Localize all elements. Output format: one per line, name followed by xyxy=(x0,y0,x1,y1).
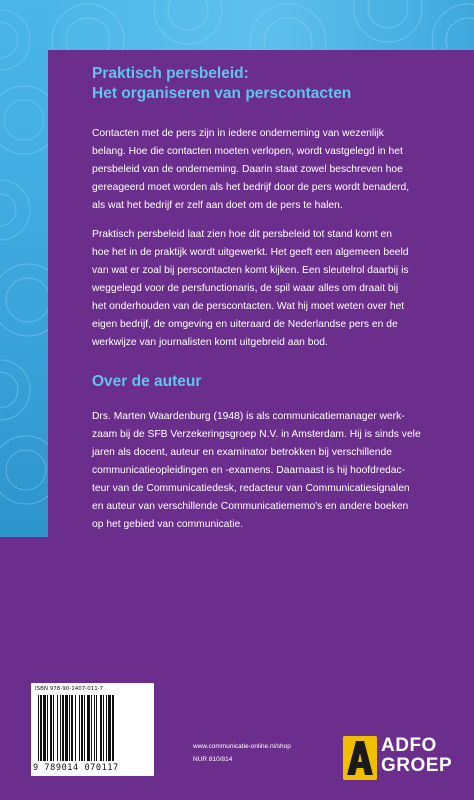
author-bio-line: op het gebied van communicatie. xyxy=(92,519,244,530)
title-line-2: Het organiseren van perscontacten xyxy=(92,85,352,102)
intro-paragraph xyxy=(92,125,442,215)
barcode-number: 9 789014 070117 xyxy=(33,763,119,773)
description-line: het onderhouden van de perscontacten. Wat hij moet weten over het xyxy=(92,301,405,312)
author-bio-paragraph xyxy=(92,408,442,534)
decorative-side-band xyxy=(0,0,48,537)
isbn-label: ISBN 978-90-1407-011-7 xyxy=(35,686,104,692)
description-line: weggelegd voor de persfunctionaris, de spil waar alles om draait bij xyxy=(92,283,399,294)
author-heading: Over de auteur xyxy=(92,373,202,390)
description-line: eigen bedrijf, de omgeving en uiteraard de Nederlandse pers en de xyxy=(92,319,398,330)
author-bio-line: zaam bij de SFB Verzekeringsgroep N.V. in Amsterdam. Hij is sinds vele xyxy=(92,429,421,440)
description-line: werkwijze van journalisten komt uitgebreid aan bod. xyxy=(92,337,328,348)
author-bio-line: teur van de Communicatiedesk, redacteur van Communicatiesignalen xyxy=(92,483,410,494)
isbn-barcode xyxy=(31,683,154,776)
intro-line: belang. Hoe die contacten moeten verlopen, wordt vastgelegd in het xyxy=(92,146,403,157)
intro-line: gereageerd moet worden als het bedrijf door de pers wordt benaderd, xyxy=(92,182,410,193)
description-paragraph xyxy=(92,226,442,352)
book-title xyxy=(92,64,351,104)
logo-line-2: GROEP xyxy=(381,755,453,776)
logo-wordmark xyxy=(381,736,452,776)
nur-code: NUR 810/814 xyxy=(193,756,233,763)
intro-line: als wat het bedrijf er zelf aan doet om de pers te halen. xyxy=(92,200,343,211)
description-line: Praktisch persbeleid laat zien hoe dit persbeleid tot stand komt en xyxy=(92,229,392,240)
decorative-top-band xyxy=(48,0,474,50)
author-bio-line: jaren als docent, auteur en examinator betrokken bij verschillende xyxy=(92,447,392,458)
barcode-bars-icon xyxy=(37,695,148,761)
title-line-1: Praktisch persbeleid: xyxy=(92,65,249,82)
logo-line-1: ADFO xyxy=(381,735,437,756)
publisher-info xyxy=(193,740,291,766)
author-bio-line: Drs. Marten Waardenburg (1948) is als communicatiemanager werk- xyxy=(92,411,405,422)
author-bio-line: en auteur van verschillende Communicatiememo's en andere boeken xyxy=(92,501,409,512)
intro-line: Contacten met de pers zijn in iedere onderneming van wezenlijk xyxy=(92,128,384,139)
intro-line: persbeleid van de onderneming. Daarin staat zowel beschreven hoe xyxy=(92,164,403,175)
description-line: hoe het in de praktijk wordt uitgewerkt. Het geeft een algemeen beeld xyxy=(92,247,409,258)
publisher-logo xyxy=(343,736,453,780)
shop-url: www.communicatie-online.nl/shop xyxy=(193,743,291,750)
author-bio-line: communicatieopleidingen en -examens. Daarnaast is hij hoofdredac- xyxy=(92,465,406,476)
logo-a-mark-icon xyxy=(343,736,377,780)
description-line: van wat er zoal bij perscontacten komt kijken. Een sleutelrol daarbij is xyxy=(92,265,409,276)
